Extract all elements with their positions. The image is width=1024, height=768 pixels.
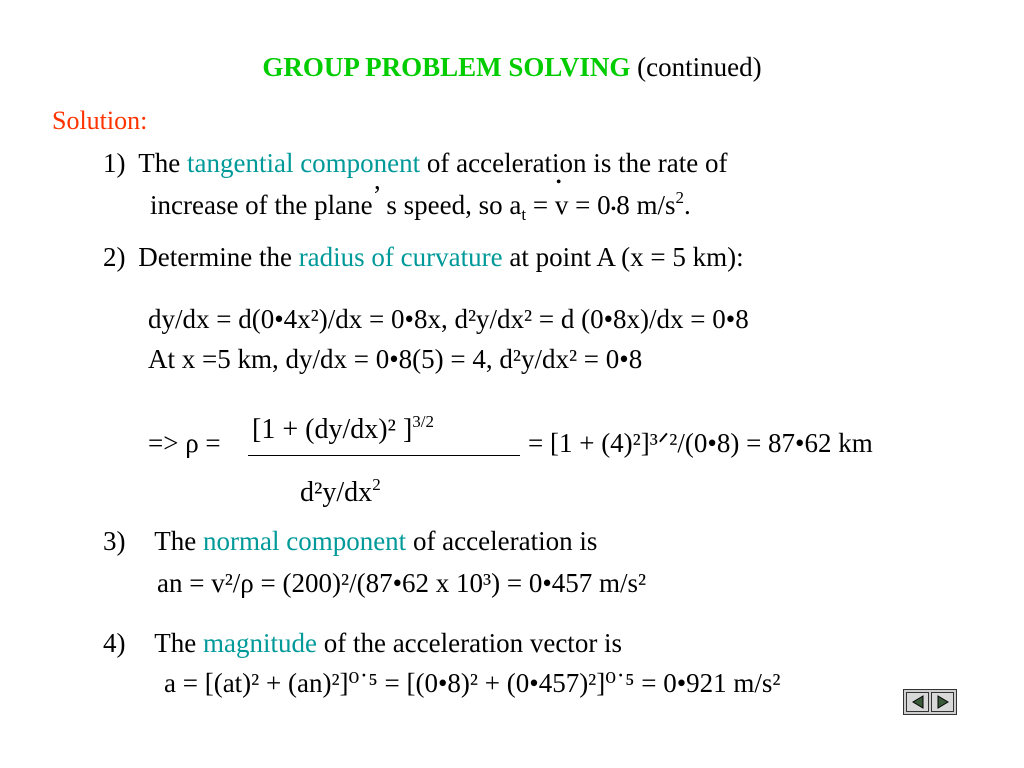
step1-pre: The (138, 148, 187, 178)
prev-slide-button[interactable] (906, 692, 929, 712)
step1-v-dot: • v (555, 190, 569, 221)
step1-sub-t: t (521, 205, 527, 224)
step1-line1 (103, 148, 728, 179)
step1-number: 1) (103, 148, 126, 178)
step4-highlight: magnitude (202, 628, 317, 658)
rho-denominator (300, 477, 381, 509)
step1-period: . (683, 190, 691, 220)
step2-highlight: radius of curvature (298, 242, 503, 272)
step1-line2 (150, 180, 691, 224)
rho-numerator (252, 414, 434, 446)
rho-numerator-expr: [1 + (dy/dx)² ] (252, 414, 413, 445)
step4-eq: a = [(at)² + (an)²]⁰˙⁵ = [(0•8)² + (0•457)²]⁰˙⁵ = 0•921 m/s² (164, 668, 781, 698)
rho-numerator-exponent: 3/2 (412, 412, 434, 431)
step3-line1 (103, 526, 597, 557)
title-main: GROUP PROBLEM SOLVING (262, 52, 631, 82)
step2-line1 (103, 242, 744, 273)
rho-result: = [1 + (4)²]³ᐟ²/(0•8) = 87•62 km (528, 428, 873, 458)
step1-square: 2 (675, 188, 684, 207)
triangle-right-icon (936, 694, 950, 710)
step1-text-e: 8 m/s (616, 190, 676, 220)
rho-prefix: => ρ = (148, 428, 221, 458)
slide-title (0, 52, 1024, 83)
step4-pre: The (154, 628, 203, 658)
step1-highlight: tangential component (186, 148, 421, 178)
step1-decimal: • (610, 201, 617, 218)
step1-text-c: = (526, 190, 555, 220)
step2-post: at point A (x = 5 km): (502, 242, 744, 272)
rho-denominator-expr: d²y/dx (300, 477, 373, 508)
step4-post: of the acceleration vector is (316, 628, 623, 658)
step2-pre: Determine the (138, 242, 299, 272)
step1-post: of acceleration is the rate of (420, 148, 728, 178)
step2-number: 2) (103, 242, 126, 272)
step2-eq1: dy/dx = d(0•4x²)/dx = 0•8x, d²y/dx² = d (0•8x)/dx = 0•8 (148, 304, 749, 334)
next-slide-button[interactable] (931, 692, 954, 712)
rho-denominator-exponent: 2 (372, 475, 381, 494)
step4-line1 (103, 628, 622, 659)
solution-label: Solution: (52, 106, 148, 135)
step3-number: 3) (103, 526, 126, 556)
step3-post: of acceleration is (406, 526, 598, 556)
step3-highlight: normal component (202, 526, 407, 556)
title-continued: (continued) (637, 52, 762, 82)
step4-number: 4) (103, 628, 126, 658)
step1-text-a: increase of the plane (150, 190, 373, 220)
triangle-left-icon (911, 694, 925, 710)
step2-eq2: At x =5 km, dy/dx = 0•8(5) = 4, d²y/dx² = 0•8 (148, 344, 643, 374)
fraction-bar (248, 455, 520, 456)
slide-navigation (903, 689, 957, 715)
step3-pre: The (154, 526, 203, 556)
step3-eq: an = v²/ρ = (200)²/(87•62 x 10³) = 0•457 m/s² (157, 568, 647, 598)
step1-text-b: s speed, so a (379, 190, 522, 220)
step1-apostrophe: ’ (372, 180, 380, 210)
step1-text-d: = 0 (568, 190, 611, 220)
